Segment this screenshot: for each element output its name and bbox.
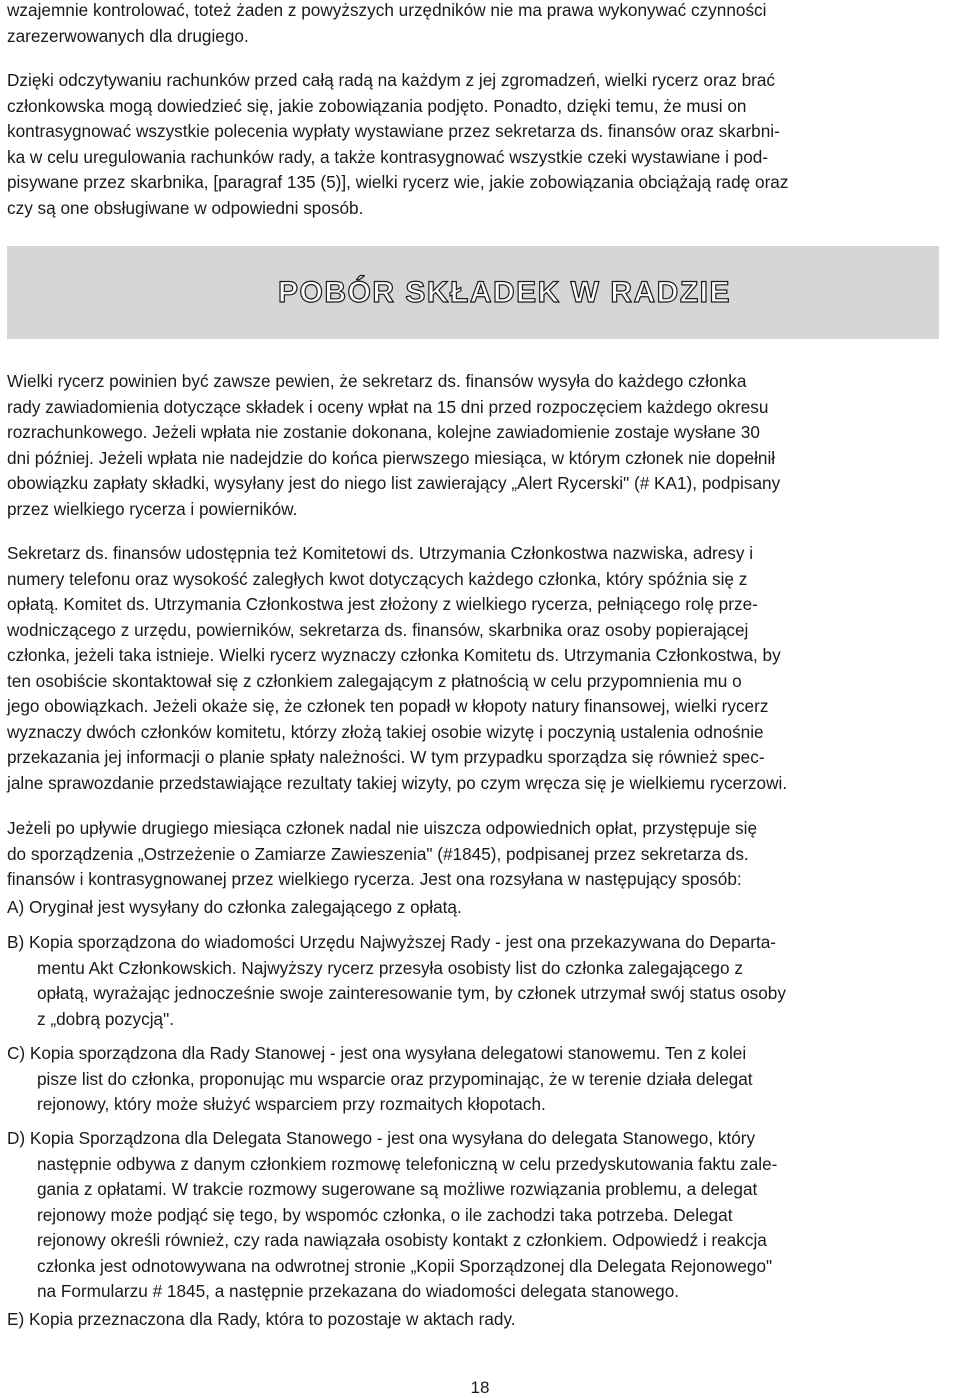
text-line: pisywane przez skarbnika, [paragraf 135 (5)], wielki rycerz wie, jakie zobowiązania obciążają radę oraz xyxy=(7,172,789,192)
text-line: dni później. Jeżeli wpłata nie nadejdzie do końca pierwszego miesiąca, w którym członek nie dopełnił xyxy=(7,447,776,468)
list-item-text: pisze list do członka, proponując mu wsparcie oraz przypominając, że w terenie działa delegat xyxy=(37,1068,753,1089)
text-line: ten osobiście skontaktował się z członkiem zalegającym z płatnością w celu przypomnienia mu o xyxy=(7,670,742,691)
text-line: jalne sprawozdanie przedstawiające rezultaty takiej wizyty, po czym wręcza się je wielkiemu rycerzowi. xyxy=(7,772,788,793)
list-item-text: rejonowy, który może służyć wsparciem przy rozmaitych kłopotach. xyxy=(37,1094,546,1114)
list-item-text: członka jest odnotowywana na odwrotnej stronie „Kopii Sporządzonej dla Delegata Rejonowego" xyxy=(37,1255,773,1276)
text-line: jego obowiązkach. Jeżeli okaże się, że członek ten popadł w kłopoty natury finansowej, wielki rycerz xyxy=(7,696,769,716)
text-line: ka w celu uregulowania rachunków rady, a także kontrasygnować wszystkie czeki wystawiane i pod- xyxy=(7,146,769,167)
text-line: zarezerwowanych dla drugiego. xyxy=(7,25,249,46)
text-line: przekazania jej informacji o planie spłaty należności. W tym przypadku sporządza się również spec- xyxy=(7,747,765,767)
list-item-text: następnie odbywa z danym członkiem rozmowę telefoniczną w celu przedyskutowania faktu zale- xyxy=(37,1153,778,1174)
list-item-text: C) Kopia sporządzona dla Rady Stanowej - jest ona wysyłana delegatowi stanowemu. Ten z kolei xyxy=(7,1043,747,1063)
text-line: Jeżeli po upływie drugiego miesiąca członek nadal nie uiszcza odpowiednich opłat, przystępuje się xyxy=(7,818,757,838)
text-line: wodniczącego z urzędu, powierników, sekretarza ds. finansów, skarbnika oraz osoby popierającej xyxy=(7,619,749,640)
intro-paragraph xyxy=(7,0,766,49)
text-line: wyznaczy dwóch członków komitetu, którzy złożą takiej osobie wizytę i poczynią ustalenia odnośnie xyxy=(7,721,764,742)
list-item-e xyxy=(7,1307,516,1333)
list-item-c xyxy=(7,1041,753,1118)
list-item-text: rejonowy może podjąć się tego, by wspomóc członka, o ile zachodzi taka potrzeba. Delegat xyxy=(37,1204,733,1225)
text-line: przez wielkiego rycerza i powierników. xyxy=(7,498,298,519)
text-line: finansów i kontrasygnowanej przez wielkiego rycerza. Jest ona rozsyłana w następujący sposób: xyxy=(7,869,742,889)
text-line: obowiązku zapłaty składki, wysyłany jest do niego list zawierający „Alert Rycerski" (# KA1), podpisany xyxy=(7,473,781,493)
text-line: kontrasygnować wszystkie polecenia wypłaty wystawiane przez sekretarza ds. finansów oraz skarbni- xyxy=(7,121,780,141)
list-item-text: z „dobrą pozycją". xyxy=(37,1008,174,1029)
paragraph-retention-committee xyxy=(7,541,787,796)
text-line: członka, jeżeli taka istnieje. Wielki rycerz wyznaczy członka Komitetu ds. Utrzymania Członkostwa, by xyxy=(7,645,781,665)
text-line: czy są one obsługiwane w odpowiedni sposób. xyxy=(7,197,364,218)
list-item-text: rejonowy określi również, czy rada nawiązała osobisty kontakt z członkiem. Odpowiedź i reakcja xyxy=(37,1230,767,1250)
list-item-text: mentu Akt Członkowskich. Najwyższy rycerz przesyła osobisty list do członka zalegającego z xyxy=(37,957,743,978)
paragraph-suspension-warning xyxy=(7,816,757,893)
list-item-text: D) Kopia Sporządzona dla Delegata Stanowego - jest ona wysyłana do delegata Stanowego, który xyxy=(7,1128,756,1148)
list-item-text: E) Kopia przeznaczona dla Rady, która to pozostaje w aktach rady. xyxy=(7,1309,516,1329)
text-line: Dzięki odczytywaniu rachunków przed całą radą na każdym z jej zgromadzeń, wielki rycerz oraz brać xyxy=(7,70,776,90)
list-item-d xyxy=(7,1126,777,1305)
text-line: wzajemnie kontrolować, toteż żaden z powyższych urzędników nie ma prawa wykonywać czynności xyxy=(7,0,767,20)
paragraph-dues-notices xyxy=(7,369,780,522)
list-item-b xyxy=(7,930,786,1032)
text-line: Sekretarz ds. finansów udostępnia też Komitetowi ds. Utrzymania Członkostwa nazwiska, adresy i xyxy=(7,543,754,563)
text-line: Wielki rycerz powinien być zawsze pewien, że sekretarz ds. finansów wysyła do każdego członka xyxy=(7,371,747,391)
text-line: członkowska mogą dowiedzieć się, jakie zobowiązania podjęto. Ponadto, dzięki temu, że musi on xyxy=(7,95,747,116)
section-title: POBÓR SKŁADEK W RADZIE xyxy=(278,276,731,309)
list-item-text: A) Oryginał jest wysyłany do członka zalegającego z opłatą. xyxy=(7,897,462,917)
list-item-text: opłatą, wyrażając jednocześnie swoje zainteresowanie tym, by członek utrzymał swój status osoby xyxy=(37,983,786,1003)
list-item-a xyxy=(7,895,462,921)
text-line: opłatą. Komitet ds. Utrzymania Członkostwa jest złożony z wielkiego rycerza, pełniącego rolę prze- xyxy=(7,594,758,614)
paragraph-accounts xyxy=(7,68,788,221)
text-line: rozrachunkowego. Jeżeli wpłata nie zostanie dokonana, kolejne zawiadomienie zostaje wysłane 30 xyxy=(7,422,760,442)
page-number: 18 xyxy=(470,1378,490,1397)
text-line: numery telefonu oraz wysokość zaległych kwot dotyczących każdego członka, który spóźnia się z xyxy=(7,568,748,589)
list-item-text: B) Kopia sporządzona do wiadomości Urzędu Najwyższej Rady - jest ona przekazywana do Departa- xyxy=(7,932,777,952)
list-item-text: gania z opłatami. W trakcie rozmowy sugerowane są możliwe rozwiązania problemu, a delegat xyxy=(37,1179,758,1199)
list-item-text: na Formularzu # 1845, a następnie przekazana do wiadomości delegata stanowego. xyxy=(37,1281,680,1301)
text-line: rady zawiadomienia dotyczące składek i oceny wpłat na 15 dni przed rozpoczęciem każdego okresu xyxy=(7,396,769,417)
text-line: do sporządzenia „Ostrzeżenie o Zamiarze Zawieszenia" (#1845), podpisanej przez sekretarza ds. xyxy=(7,843,749,864)
